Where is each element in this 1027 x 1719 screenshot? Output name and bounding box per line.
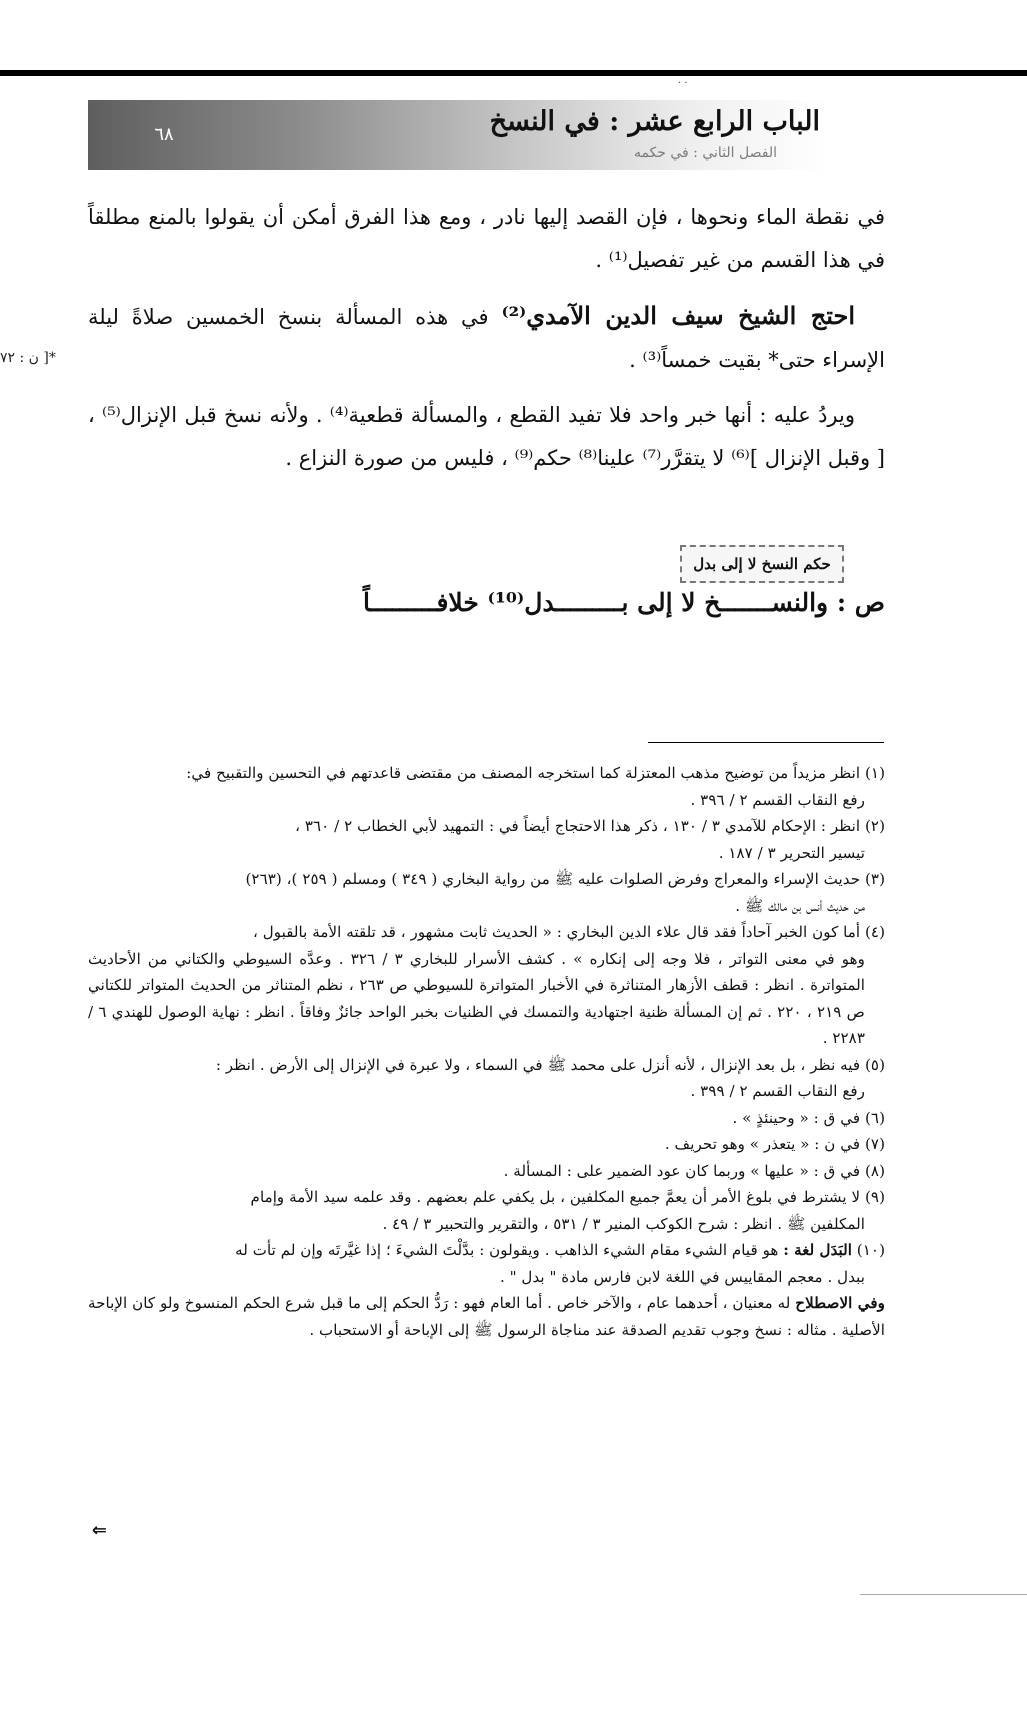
scan-speck: · ·: [678, 78, 688, 89]
footnote-item: (٦) في ق : « وحينئذٍ » .: [732, 1108, 885, 1127]
paragraph-2: [88, 294, 885, 382]
footnote-item: (١٠) البَدَل لغة : هو قيام الشيء مقام الشيء الذاهب . ويقولون : بدَّلْتَ الشيءَ ؛ إذا غيَّرتَه وإن لم تأت له ببدل . معجم المقاييس في اللغة لابن فارس مادة " بدل " .: [235, 1241, 885, 1286]
footnote-item: (٧) في ن : « يتعذر » وهو تحريف .: [664, 1135, 885, 1153]
footnote-item: (٨) في ق : « عليها » وربما كان عود الضمير على : المسألة .: [503, 1161, 885, 1180]
main-text: [88, 196, 885, 492]
section-subtitle: الفصل الثاني : في حكمه: [633, 145, 777, 161]
footnote-tail: وفي الاصطلاح له معنيان ، أحدهما عام ، والآخر خاص . أما العام فهو : رَدُّ الحكم إلى ما قبل شرع الحكم المنسوخ ولو كان الإباحة الأصلية . مثاله : نسخ وجوب تقديم الصدقة عند مناجاة الرسول ﷺ إلى الإباحة أو الاستحباب .: [88, 1294, 885, 1339]
page-number: ٦٨: [154, 124, 174, 145]
footnote-item: (٥) فيه نظر ، بل بعد الإنزال ، لأنه أنزل على محمد ﷺ في السماء ، ولا عبرة في الإنزال إلى الأرض . انظر : رفع النقاب القسم ٢ / ٣٩٩ .: [215, 1055, 885, 1100]
paragraph-2-text: في هذه المسألة بنسخ الخمسين صلاةً ليلة الإسراء حتى* بقيت خمساً⁽³⁾ .: [88, 305, 885, 372]
footnote-item: (٤) أما كون الخبر آحاداً فقد قال علاء الدين البخاري : « الحديث ثابت مشهور ، قد تلقته الأمة بالقبول ، وهو في معنى التواتر ، فلا وجه إلى إنكاره » . كشف الأسرار للبخاري ٣ / ٣٢٦ . وعدَّه السيوطي والكتاني من الأحاديث المتواترة . انظر : قطف الأزهار المتناثرة في الأخبار المتواترة للسيوطي ص ٢٦٣ ، نظم المتناثر من الحديث المتواتر للكتاني ص ٢١٩ ، ٢٢٠ . ثم إن المسألة ظنية اجتهادية والتمسك في الظنيات بخبر الواحد جائزٌ وفاقاً . انظر : نهاية الوصول للهندي ٦ / ٢٢٨٣ .: [88, 923, 885, 1047]
continue-arrow-icon: ⇐: [91, 1520, 107, 1541]
chapter-title: الباب الرابع عشر : في النسخ: [489, 106, 820, 137]
footnote-item: (٢) انظر : الإحكام للآمدي ٣ / ١٣٠ ، ذكر هذا الاحتجاج أيضاً في : التمهيد لأبي الخطاب ٢ / ٣٦٠ ، تيسير التحرير ٣ / ١٨٧ .: [295, 817, 885, 862]
side-heading-box: حكم النسخ لا إلى بدل: [680, 545, 844, 583]
paragraph-3: ويردُ عليه : أنها خبر واحد فلا تفيد القطع ، والمسألة قطعية⁽⁴⁾ . ولأنه نسخ قبل الإنزال⁽⁵⁾ ، [ وقبل الإنزال ]⁽⁶⁾ لا يتقرَّر⁽⁷⁾ علينا⁽⁸⁾ حكم⁽⁹⁾ ، فليس من صورة النزاع .: [88, 403, 885, 470]
footnote-item: (١) انظر مزيداً من توضيح مذهب المعتزلة كما استخرجه المصنف من مقتضى قاعدتهم في التحسين والتقبيح في: رفع النقاب القسم ٢ / ٣٩٦ .: [186, 764, 885, 809]
margin-manuscript-note: *[ ن : ٧٢: [0, 350, 56, 366]
top-rule: [0, 70, 1027, 76]
bottom-rule: [860, 1594, 1027, 1595]
footnotes: [88, 760, 885, 1343]
footnote-separator: [648, 742, 884, 743]
paragraph-2-lead: احتج الشيخ سيف الدين الآمدي⁽²⁾: [501, 301, 856, 330]
paragraph-1: في نقطة الماء ونحوها ، فإن القصد إليها نادر ، ومع هذا الفرق أمكن أن يقولوا بالمنع مطلقاً في هذا القسم من غير تفصيل⁽¹⁾ .: [88, 205, 886, 272]
footnote-item: (٩) لا يشترط في بلوغ الأمر أن يعمَّ جميع المكلفين ، بل يكفي علم بعضهم . وقد علمه سيد الأمة وإمام المكلفين ﷺ . انظر : شرح الكوكب المنير ٣ / ٥٣١ ، والتقرير والتحبير ٣ / ٤٩ .: [250, 1188, 885, 1233]
matn-statement: ص : والنســـــــخ لا إلى بـــــــــدل⁽¹⁰⁾ خلافـــــــــاً: [362, 588, 885, 617]
footnote-item: (٣) حديث الإسراء والمعراج وفرض الصلوات عليه ﷺ من رواية البخاري ( ٣٤٩ ) ومسلم ( ٢٥٩ )، (٢٦٣) من حديث أنس بن مالك ﷺ .: [245, 870, 885, 915]
